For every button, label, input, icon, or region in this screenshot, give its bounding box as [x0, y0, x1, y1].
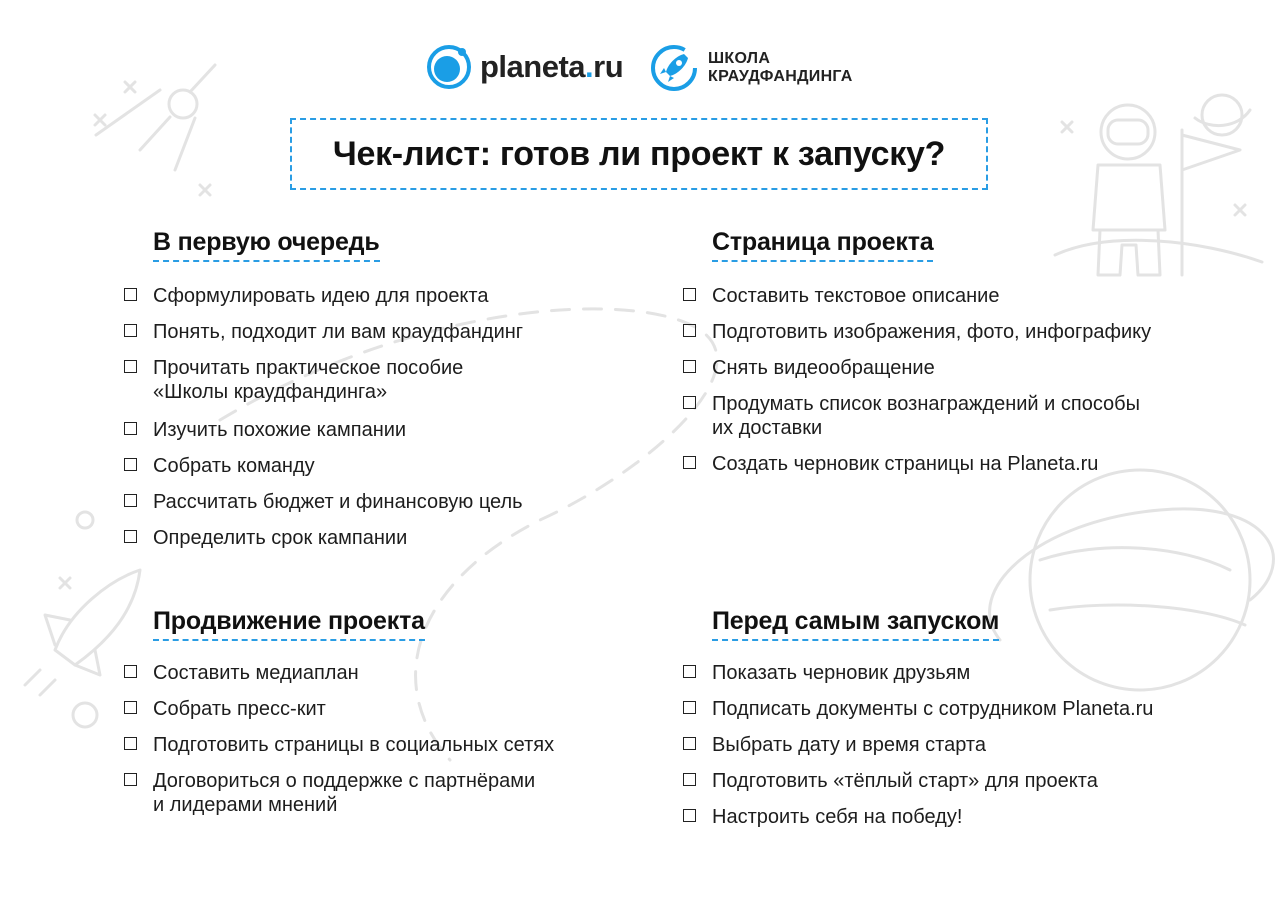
section-before-launch — [712, 607, 1154, 828]
checkbox-icon[interactable] — [683, 665, 696, 678]
checkbox-icon[interactable] — [124, 701, 137, 714]
checkbox-icon[interactable] — [124, 360, 137, 373]
checkbox-icon[interactable] — [124, 458, 137, 471]
checklist-item[interactable]: Подготовить страницы в социальных сетях — [123, 733, 643, 757]
section-first-steps — [153, 228, 524, 549]
checkbox-icon[interactable] — [683, 396, 696, 409]
astronaut-icon — [1055, 95, 1262, 275]
checklist-item[interactable]: Определить срок кампании — [123, 526, 643, 550]
rocket-logo-icon — [650, 44, 698, 92]
section-heading: Страница проекта — [712, 228, 933, 262]
checkbox-icon[interactable] — [124, 494, 137, 507]
checklist-item[interactable]: Изучить похожие кампании — [123, 418, 643, 442]
checklist — [123, 661, 643, 817]
checkbox-icon[interactable] — [124, 737, 137, 750]
checkbox-icon[interactable] — [124, 288, 137, 301]
checklist-item[interactable]: Собрать команду — [123, 454, 643, 478]
checkbox-icon[interactable] — [124, 773, 137, 786]
checklist-item[interactable]: Рассчитать бюджет и финансовую цель — [123, 490, 643, 514]
checkbox-icon[interactable] — [683, 324, 696, 337]
checkbox-icon[interactable] — [124, 324, 137, 337]
logo-bar — [0, 40, 1280, 100]
page-title: Чек-лист: готов ли проект к запуску? — [332, 134, 946, 173]
school-logo-text: ШКОЛА КРАУДФАНДИНГА — [708, 50, 853, 85]
section-heading: Перед самым запуском — [712, 607, 999, 641]
checklist-item[interactable]: Выбрать дату и время старта — [682, 733, 1202, 757]
school-logo[interactable] — [650, 44, 853, 92]
checklist-item[interactable]: Создать черновик страницы на Planeta.ru — [682, 452, 1202, 476]
checkbox-icon[interactable] — [683, 773, 696, 786]
checklist-item[interactable]: Продумать список вознаграждений и способы их доставки — [682, 392, 1202, 440]
checklist-item[interactable]: Снять видеообращение — [682, 356, 1202, 380]
checkbox-icon[interactable] — [124, 422, 137, 435]
checkbox-icon[interactable] — [683, 809, 696, 822]
planet-icon — [990, 470, 1274, 690]
checklist-item[interactable]: Договориться о поддержке с партнёрами и лидерами мнений — [123, 769, 643, 817]
checklist-item[interactable]: Собрать пресс-кит — [123, 697, 643, 721]
section-project-page — [712, 228, 1152, 475]
checklist — [682, 661, 1202, 829]
checklist-item[interactable]: Понять, подходит ли вам краудфандинг — [123, 320, 643, 344]
checkbox-icon[interactable] — [683, 737, 696, 750]
checkbox-icon[interactable] — [124, 530, 137, 543]
section-heading: В первую очередь — [153, 228, 380, 262]
checklist — [682, 284, 1202, 476]
planeta-logo[interactable] — [426, 44, 623, 90]
planeta-logo-text: planeta.ru — [480, 49, 624, 84]
checklist-item[interactable]: Показать черновик друзьям — [682, 661, 1202, 685]
section-heading: Продвижение проекта — [153, 607, 425, 641]
checklist-item[interactable]: Составить медиаплан — [123, 661, 643, 685]
checklist — [123, 284, 643, 550]
title-box — [290, 118, 988, 190]
checklist-item[interactable]: Сформулировать идею для проекта — [123, 284, 643, 308]
checkbox-icon[interactable] — [683, 360, 696, 373]
checklist-item[interactable]: Составить текстовое описание — [682, 284, 1202, 308]
checklist-item[interactable]: Подписать документы с сотрудником Planeta.ru — [682, 697, 1202, 721]
checkbox-icon[interactable] — [683, 456, 696, 469]
checkbox-icon[interactable] — [683, 288, 696, 301]
checkbox-icon[interactable] — [683, 701, 696, 714]
checkbox-icon[interactable] — [124, 665, 137, 678]
checklist-item[interactable]: Прочитать практическое пособие «Школы краудфандинга» — [123, 356, 643, 404]
planeta-logo-icon — [426, 44, 472, 90]
section-promotion — [153, 607, 555, 816]
checklist-item[interactable]: Подготовить «тёплый старт» для проекта — [682, 769, 1202, 793]
checklist-item[interactable]: Настроить себя на победу! — [682, 805, 1202, 829]
checklist-item[interactable]: Подготовить изображения, фото, инфографику — [682, 320, 1202, 344]
